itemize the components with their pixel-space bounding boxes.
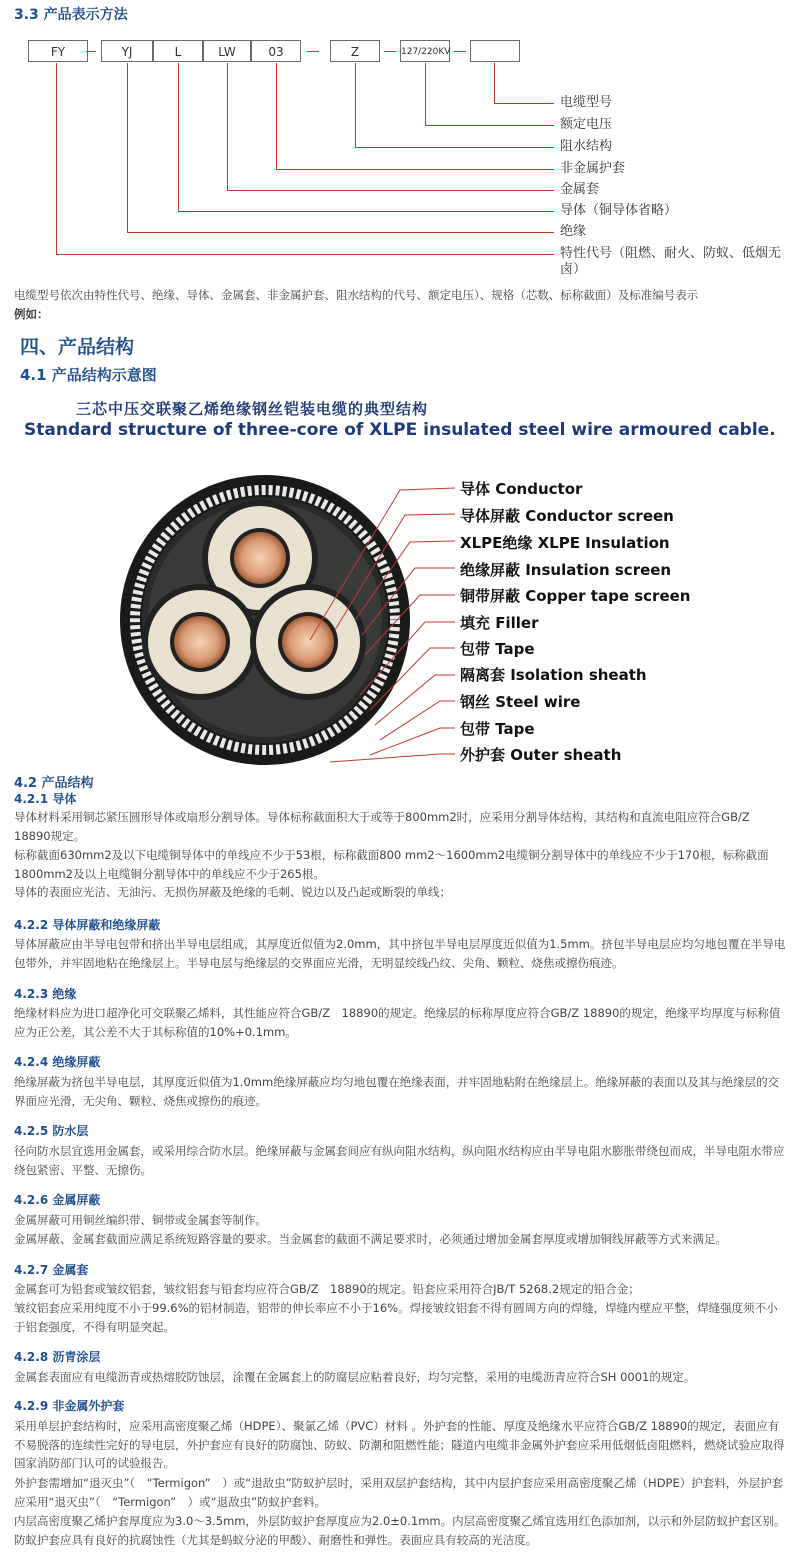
paragraph: 采用单层护套结构时，应采用高密度聚乙烯（HDPE）、聚氯乙烯（PVC）材料 。外护套的性能、厚度及绝缘水平应符合GB/Z 18890的规定，表面应有不易脱落的连续性完好的导电层，外护套应有良好的防腐蚀、防蚁、防潮和阻燃性能；隧道内电缆非金属外护套应采用低烟低卤阻燃料，燃烧试验应取得国家消防部门认可的试验报告。 [14,1419,785,1470]
dash [307,51,319,52]
code-box-metal-sheath: LW [203,40,251,62]
code-label-insulation: 绝缘 [560,224,587,239]
code-label-metal-sheath: 金属套 [560,182,600,197]
dash [454,51,466,52]
core-left [142,584,258,700]
leader-line [227,190,554,191]
layer-label-xlpe: XLPE绝缘 XLPE Insulation [460,534,670,552]
section-4-title: 四、产品结构 [20,336,135,358]
code-note: 电缆型号依次由特性代号、绝缘、导体、金属套、非金属护套、阻水结构的代号、额定电压）、规格（芯数、标称截面）及标准编号表示 [14,288,699,302]
subsection-title: 4.2.1 导体 [14,792,77,806]
leader-line [178,63,179,211]
leader-line [56,254,554,255]
paragraph: 外护套需增加“退灭虫”（ “Termigon” ）或“退敌虫”防蚁护层时，采用双层护套结构，其中内层护套应采用高密度聚乙烯（HDPE）护套料，外层护套应采用“退灭虫”（ “Termigon” ）或“退敌虫”防蚁护套料。 [14,1476,784,1509]
paragraph: 内层高密度聚乙烯护套厚度应为3.0～3.5mm，外层防蚁护套厚度应为2.0±0.1mm。内层高密度聚乙烯宜选用红色添加剂，以示和外层防蚁护套区别。防蚁护套应具有良好的抗腐蚀性（尤其是蚂蚁分泌的甲酸）、耐磨性和弹性。表面应具有较高的光洁度。 [14,1514,786,1547]
code-label-voltage: 额定电压 [560,117,613,132]
section-4-1-title: 4.1 产品结构示意图 [20,366,157,384]
layer-label-filler: 填充 Filler [460,614,539,632]
paragraph: 皱纹铝套应采用纯度不小于99.6%的铝材制造，铝带的伸长率应不小于16%。焊接皱纹铝套不得有圆周方向的焊缝，焊缝内壁应平整，焊缝强度须不小于铝套强度，不得有明显突起。 [14,1301,778,1334]
subsection-title: 4.2.4 绝缘屏蔽 [14,1055,101,1069]
code-box-model [470,40,520,62]
example-label: 例如： [14,307,49,321]
leader-line [127,63,128,232]
code-label-model: 电缆型号 [560,95,613,110]
leader-line [355,63,356,147]
paragraph: 导体屏蔽应由半导电包带和挤出半导电层组成，其厚度近似值为2.0mm，其中挤包半导电层厚度近似值为1.5mm。挤包半导电层应均匀地包覆在半导电包带外，并牢固地粘在绝缘层上。半导电层与绝缘层的交界面应光滑，无明显绞线凸纹、尖角、颗粒、烧焦或擦伤痕迹。 [14,937,786,970]
subsection-title: 4.2.8 沥青涂层 [14,1350,101,1364]
code-box-voltage: 127/220KV [400,40,450,62]
subsection-title: 4.2.5 防水层 [14,1124,89,1138]
code-box-nonmetal-sheath: 03 [251,40,301,62]
subsection-title: 4.2.6 金属屏蔽 [14,1193,101,1207]
code-box-characteristic: FY [28,40,88,62]
layer-label-tape-2: 包带 Tape [460,720,535,738]
paragraph: 标称截面630mm2及以下电缆铜导体中的单线应不少于53根，标称截面800 mm2～1600mm2电缆铜分割导体中的单线应不少于170根，标称截面1800mm2及以上电缆铜分割导体中的单线应不少于265根。 [14,848,769,881]
leader-line [178,211,554,212]
paragraph: 绝缘屏蔽为挤包半导电层，其厚度近似值为1.0mm绝缘屏蔽应均匀地包覆在绝缘表面，并牢固地粘附在绝缘层上。绝缘屏蔽的表面以及其与绝缘层的交界面应光滑，无尖角、颗粒、烧焦或擦伤的痕迹。 [14,1075,780,1108]
core-right [250,584,366,700]
figure-title-cn: 三芯中压交联聚乙烯绝缘钢丝铠装电缆的典型结构 [76,400,429,418]
subsection-title: 4.2.9 非金属外护套 [14,1399,125,1413]
paragraph: 金属套可为铅套或皱纹铝套，皱纹铝套与铅套均应符合GB/Z 18890的规定。铅套应采用符合JB/T 5268.2规定的铅合金； [14,1282,640,1296]
layer-label-copper-tape: 铜带屏蔽 Copper tape screen [460,587,691,605]
leader-line [425,125,554,126]
paragraph: 导体材料采用铜芯紧压圆形导体或扇形分割导体。导体标称截面积大于或等于800mm2时，应采用分割导体结构，其结构和直流电阻应符合GB/Z 18890规定。 [14,810,750,843]
code-box-water-block: Z [330,40,380,62]
leader-line [276,169,554,170]
layer-label-steel-wire: 钢丝 Steel wire [460,693,581,711]
paragraph: 径向防水层宜选用金属套，或采用综合防水层。绝缘屏蔽与金属套间应有纵向阻水结构，纵向阻水结构应由半导电阻水膨胀带绕包而成，半导电阻水带应绕包紧密、平整、无擦伤。 [14,1144,785,1177]
code-label-nonmetal-sheath: 非金属护套 [560,161,626,176]
paragraph: 金属套表面应有电缆沥青或热熔胶防蚀层，涂覆在金属套上的防腐层应粘着良好，均匀完整，采用的电缆沥青应符合SH 0001的规定。 [14,1370,696,1384]
dash [384,51,396,52]
leader-line [227,63,228,190]
code-label-water-block: 阻水结构 [560,139,613,154]
leader-line [494,103,554,104]
leader-line [56,63,57,254]
layer-label-outer-sheath: 外护套 Outer sheath [460,746,622,764]
code-label-characteristic: 特性代号（阻燃、耐火、防蚁、低烟无卤） [560,246,782,277]
leader-line [276,63,277,169]
layer-label-isolation-sheath: 隔离套 Isolation sheath [460,666,647,684]
subsection-title: 4.2.2 导体屏蔽和绝缘屏蔽 [14,918,161,932]
leader-line [127,232,554,233]
section-4-2-title: 4.2 产品结构 [14,776,94,791]
leader-line [425,63,426,125]
paragraph: 绝缘材料应为进口超净化可交联聚乙烯料，其性能应符合GB/Z 18890的规定。绝缘层的标称厚度应符合GB/Z 18890的规定，绝缘平均厚度与标称值应为正公差，其公差不大于其标称值的10%+0.1mm。 [14,1006,781,1039]
layer-label-conductor-screen: 导体屏蔽 Conductor screen [460,507,674,525]
code-box-conductor: L [153,40,203,62]
paragraph: 金属屏蔽、金属套截面应满足系统短路容量的要求。当金属套的截面不满足要求时，必须通过增加金属套厚度或增加铜线屏蔽等方式来满足。 [14,1232,727,1246]
leader-line [494,63,495,103]
layer-label-tape: 包带 Tape [460,640,535,658]
code-label-conductor: 导体（铜导体省略） [560,203,678,218]
code-box-insulation: YJ [101,40,153,62]
paragraph: 导体的表面应光洁、无油污、无损伤屏蔽及绝缘的毛刺、锐边以及凸起或断裂的单线； [14,885,451,899]
paragraph: 金属屏蔽可用铜丝编织带、铜带或金属套等制作。 [14,1213,267,1227]
subsection-title: 4.2.3 绝缘 [14,987,77,1001]
layer-label-insulation-screen: 绝缘屏蔽 Insulation screen [460,561,672,579]
layer-label-conductor: 导体 Conductor [460,480,583,498]
cable-cross-section [100,470,460,770]
figure-title-en: Standard structure of three-core of XLPE insulated steel wire armoured cable. [24,420,776,440]
section-3-3-title: 3.3 产品表示方法 [14,7,128,23]
dash [86,51,96,52]
leader-line [355,147,554,148]
subsection-title: 4.2.7 金属套 [14,1263,89,1277]
